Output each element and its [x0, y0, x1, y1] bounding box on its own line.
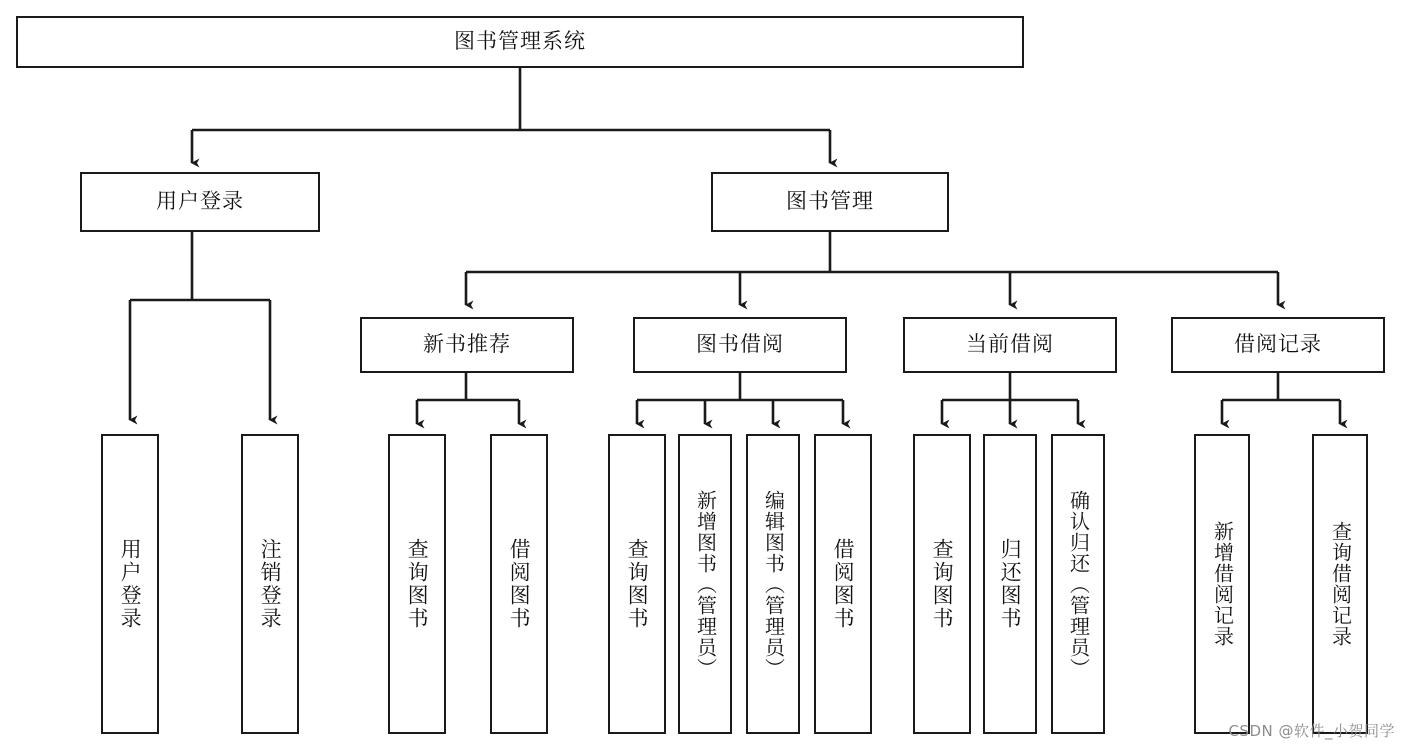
leaf-return-book-label: 归还图书	[998, 538, 1023, 630]
leaf-query-book-borrow	[608, 434, 666, 734]
node-new-book-recommend	[360, 317, 574, 373]
leaf-add-book-admin-label: 新增图书（管理员）	[693, 489, 718, 679]
leaf-confirm-return-admin-label: 确认归还（管理员）	[1066, 489, 1091, 679]
leaf-confirm-return-admin	[1051, 434, 1105, 734]
node-book-borrow-label: 图书借阅	[696, 332, 784, 357]
leaf-add-borrow-record	[1194, 434, 1250, 734]
leaf-query-book-recommend	[388, 434, 446, 734]
leaf-query-borrow-record	[1312, 434, 1368, 734]
leaf-query-book-recommend-label: 查询图书	[405, 538, 430, 630]
leaf-query-book-current-label: 查询图书	[930, 538, 955, 630]
leaf-edit-book-admin-label: 编辑图书（管理员）	[761, 489, 786, 679]
node-book-management	[711, 172, 949, 232]
leaf-logout	[241, 434, 299, 734]
leaf-user-login-label: 用户登录	[118, 538, 143, 630]
node-new-book-recommend-label: 新书推荐	[423, 332, 511, 357]
watermark: CSDN @软件_小贺同学	[1228, 722, 1395, 740]
leaf-logout-label: 注销登录	[258, 538, 283, 630]
leaf-edit-book-admin	[746, 434, 800, 734]
leaf-borrow-book-label: 借阅图书	[831, 538, 856, 630]
leaf-borrow-book	[814, 434, 872, 734]
node-book-management-label: 图书管理	[786, 189, 874, 214]
node-user-login	[80, 172, 320, 232]
node-borrow-records-label: 借阅记录	[1234, 332, 1322, 357]
node-current-borrow	[903, 317, 1117, 373]
leaf-query-book-current	[913, 434, 971, 734]
node-book-borrow	[633, 317, 847, 373]
leaf-query-book-borrow-label: 查询图书	[625, 538, 650, 630]
leaf-query-borrow-record-label: 查询借阅记录	[1328, 521, 1353, 647]
node-root-label: 图书管理系统	[454, 29, 586, 54]
leaf-borrow-book-recommend	[490, 434, 548, 734]
leaf-user-login	[101, 434, 159, 734]
node-user-login-label: 用户登录	[156, 189, 244, 214]
leaf-add-borrow-record-label: 新增借阅记录	[1210, 521, 1235, 647]
leaf-borrow-book-recommend-label: 借阅图书	[507, 538, 532, 630]
node-current-borrow-label: 当前借阅	[966, 332, 1054, 357]
leaf-add-book-admin	[678, 434, 732, 734]
node-borrow-records	[1171, 317, 1385, 373]
node-root	[16, 16, 1024, 68]
leaf-return-book	[983, 434, 1037, 734]
